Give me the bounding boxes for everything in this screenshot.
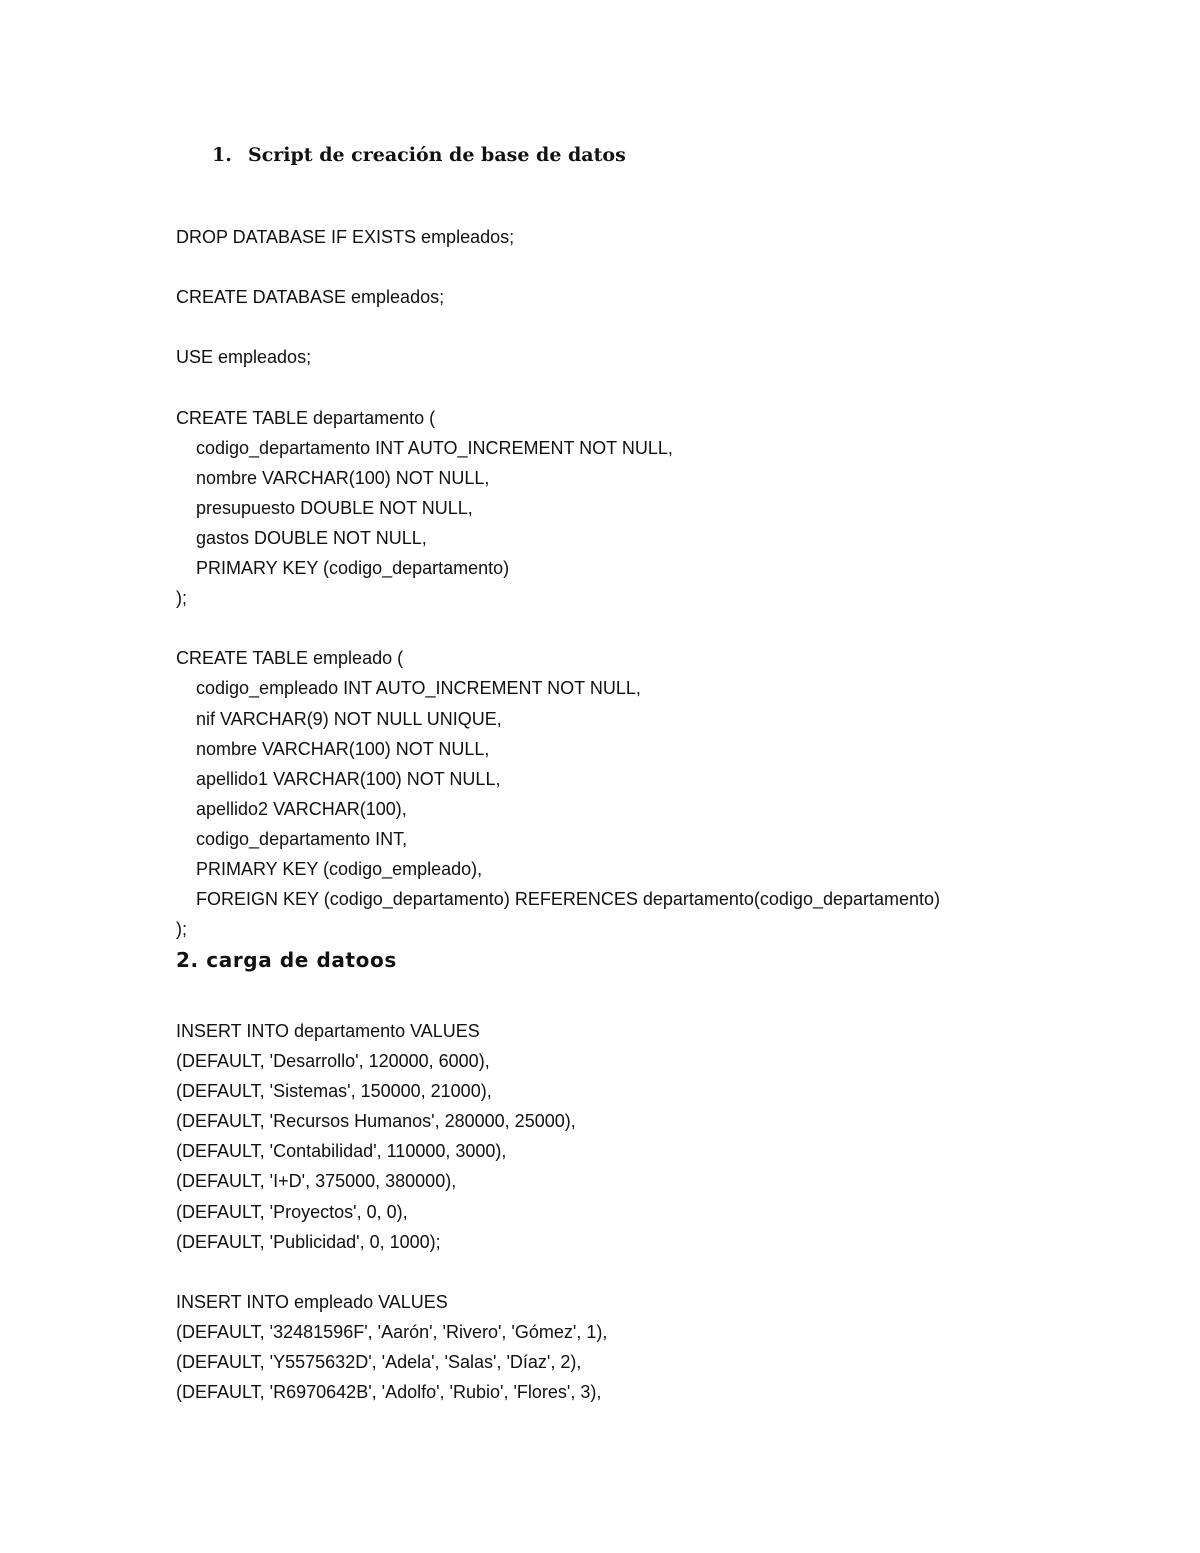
section-2-heading: 2. carga de datoos — [176, 948, 397, 972]
code-line — [176, 1257, 607, 1287]
code-line: USE empleados; — [176, 347, 312, 368]
code-line: CREATE DATABASE empleados; — [176, 287, 445, 308]
sql-insert-script — [176, 1016, 607, 1407]
code-line: (DEFAULT, 'Y5575632D', 'Adela', 'Salas', 'Díaz', 2), — [176, 1352, 582, 1373]
code-line: ); — [176, 588, 187, 609]
code-line: CREATE TABLE departamento ( — [176, 407, 436, 428]
code-line: ); — [176, 919, 187, 940]
section-1-title: Script de creación de base de datos — [248, 144, 626, 166]
code-line: (DEFAULT, '32481596F', 'Aarón', 'Rivero', 'Gómez', 1), — [176, 1321, 608, 1342]
code-line: (DEFAULT, 'R6970642B', 'Adolfo', 'Rubio', 'Flores', 3), — [176, 1382, 602, 1403]
code-line: FOREIGN KEY (codigo_departamento) REFERENCES departamento(codigo_departamento) — [196, 889, 941, 910]
code-line: codigo_departamento INT, — [196, 828, 408, 849]
code-line: presupuesto DOUBLE NOT NULL, — [196, 497, 473, 518]
code-line: (DEFAULT, 'I+D', 375000, 380000), — [176, 1171, 457, 1192]
code-line: codigo_empleado INT AUTO_INCREMENT NOT NULL, — [196, 678, 641, 699]
section-1-number: 1. — [212, 144, 232, 166]
code-line: nif VARCHAR(9) NOT NULL UNIQUE, — [196, 708, 502, 729]
code-line: apellido2 VARCHAR(100), — [196, 798, 407, 819]
code-line — [176, 372, 940, 402]
code-line — [176, 252, 940, 282]
code-line — [176, 613, 940, 643]
code-line — [176, 312, 940, 342]
code-line: (DEFAULT, 'Contabilidad', 110000, 3000), — [176, 1141, 507, 1162]
code-line: INSERT INTO empleado VALUES — [176, 1291, 448, 1312]
code-line: PRIMARY KEY (codigo_departamento) — [196, 558, 510, 579]
code-line: (DEFAULT, 'Desarrollo', 120000, 6000), — [176, 1051, 490, 1072]
code-line: gastos DOUBLE NOT NULL, — [196, 527, 427, 548]
code-line: nombre VARCHAR(100) NOT NULL, — [196, 738, 490, 759]
code-line: DROP DATABASE IF EXISTS empleados; — [176, 227, 515, 247]
sql-create-script — [176, 222, 940, 944]
code-line: (DEFAULT, 'Publicidad', 0, 1000); — [176, 1231, 441, 1252]
code-line: codigo_departamento INT AUTO_INCREMENT NOT NULL, — [196, 437, 673, 458]
code-line: (DEFAULT, 'Sistemas', 150000, 21000), — [176, 1081, 492, 1102]
code-line: nombre VARCHAR(100) NOT NULL, — [196, 467, 490, 488]
code-line: PRIMARY KEY (codigo_empleado), — [196, 858, 483, 879]
section-1-heading — [212, 140, 626, 170]
code-line: (DEFAULT, 'Proyectos', 0, 0), — [176, 1201, 408, 1222]
code-line: INSERT INTO departamento VALUES — [176, 1021, 480, 1041]
code-line: apellido1 VARCHAR(100) NOT NULL, — [196, 768, 501, 789]
code-line: (DEFAULT, 'Recursos Humanos', 280000, 25000), — [176, 1111, 576, 1132]
code-line: CREATE TABLE empleado ( — [176, 648, 404, 669]
